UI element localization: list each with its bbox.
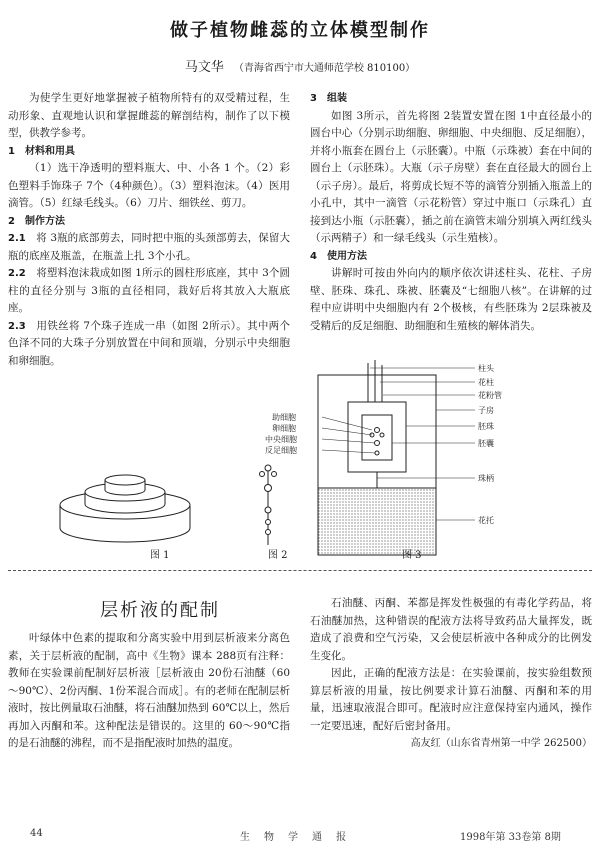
label-pollen-tube: 花粉管 xyxy=(478,391,502,400)
label-egg: 卵细胞 xyxy=(272,424,296,433)
figure1-caption: 图 1 xyxy=(150,550,170,561)
author-affiliation: （青海省西宁市大通师范学校 810100） xyxy=(233,63,416,74)
section2-1-num: 2.1 xyxy=(8,233,26,244)
footer-page-number: 44 xyxy=(30,828,43,839)
section3-heading: 3 组装 xyxy=(310,93,347,104)
article2-paragraph3: 因此，正确的配液方法是：在实验课前，按实验组数预算层析液的用量，按比例要求计算石油醚、丙酮和苯的用量，迅速取液混合即可。配液时应注意保持室内通风，操作一定要迅速，配好后密封备用。 xyxy=(310,667,592,732)
article2-paragraph2: 石油醚、丙酮、苯都是挥发性极强的有毒化学药品，将石油醚加热，这种错误的配液方法将导致药品大量挥发，既造成了浪费和空气污染，又会使层析液中各种成分的比例发生变化。 xyxy=(310,597,592,662)
label-ovary: 子房 xyxy=(478,406,494,415)
intro-paragraph: 为使学生更好地掌握被子植物所特有的双受精过程，生动形象、直观地认识和掌握雌蕊的解剖结构，制作了以下模型，供教学参考。 xyxy=(8,92,290,139)
section2-3-num: 2.3 xyxy=(8,320,26,332)
figure3-assembled-model xyxy=(318,360,436,555)
article-title: 做子植物雌蕊的立体模型制作 xyxy=(170,20,430,41)
section2-2-num: 2.2 xyxy=(8,268,26,279)
article2-left-column xyxy=(8,630,290,753)
article2-right-column xyxy=(310,595,592,753)
section1-heading: 1 材料和用具 xyxy=(8,145,75,157)
label-ovule: 胚珠 xyxy=(478,422,494,431)
article-divider xyxy=(8,570,592,571)
section2-heading: 2 制作方法 xyxy=(8,215,65,227)
label-stigma: 柱头 xyxy=(478,364,494,373)
section4-body: 讲解时可按由外向内的顺序依次讲述柱头、花柱、子房壁、胚珠、珠孔、珠被、胚囊及“七细胞八核”。在讲解的过程中应讲明中央细胞内有 2个极核，有些胚珠为 2层珠被及受精后的反足细胞、助细胞和生殖核的解体消失。 xyxy=(310,267,592,332)
section2-3-text: 用铁丝将 7个珠子连成一串（如图 2所示）。其中两个色泽不同的大珠子分别放置在中间和顶端，分别示中央细胞和卵细胞。 xyxy=(8,319,290,367)
author-line xyxy=(0,56,600,75)
section2-2 xyxy=(8,265,290,318)
label-embryo-sac: 胚囊 xyxy=(478,439,494,448)
figures-area xyxy=(0,360,600,560)
article1-left-column xyxy=(8,90,290,370)
article2-title: 层析液的配制 xyxy=(100,600,220,621)
footer-journal: 生 物 学 通 报 xyxy=(240,832,348,843)
label-synergid: 助细胞 xyxy=(272,413,296,422)
article1-right-column xyxy=(310,90,592,335)
article2-signature: 高友红（山东省青州第一中学 262500） xyxy=(410,738,592,749)
section2-1 xyxy=(8,230,290,265)
author-name: 马文华 xyxy=(184,60,224,75)
section4-heading: 4 使用方法 xyxy=(310,250,367,262)
section1-body: （1）选干净透明的塑料瓶大、中、小各 1 个。（2）彩色塑料手饰珠子 7个（4种颜色）。（3）塑料泡沫。（4）医用滴管。（5）红绿毛线头。（6）刀片、细铁丝、剪刀。 xyxy=(8,162,290,209)
label-antipodal: 反足细胞 xyxy=(265,446,297,455)
label-central-cell: 中央细胞 xyxy=(265,435,297,444)
footer-issue: 1998年第 33卷第 8期 xyxy=(460,832,561,843)
section2-2-text: 将塑料泡沫栽成如图 1所示的圆柱形底座，其中 3个圆柱的直径分别与 3瓶的直径相同，栽好后将其放入大瓶底座。 xyxy=(8,267,290,314)
label-style: 花柱 xyxy=(478,378,494,387)
figure2-bead-string xyxy=(260,465,277,545)
section3-body: 如图 3所示，首先将图 2装置安置在图 1中直径最小的圆台中心（分别示助细胞、卵细胞、中央细胞、反足细胞），并将小瓶套在圆台上（示胚囊）。中瓶（示珠被）套在中间的圆台上（示胚珠）。大瓶（示子房壁）套在直径最大的圆台上（示子房）。最后，将剪成长短不等的滴管分别插入瓶盖上的小孔中，其中一滴管（示花粉管）穿过中瓶口（示珠孔）直接到达小瓶（示胚囊），插之前在滴管末端分别填入两红线头（示两精子）和一绿毛线头（示生殖核）。 xyxy=(310,109,592,244)
figure1-base-model xyxy=(60,475,190,542)
figure2-caption: 图 2 xyxy=(268,550,288,561)
label-funicle: 珠柄 xyxy=(478,474,494,483)
figure3-caption: 图 3 xyxy=(402,550,422,561)
label-receptacle: 花托 xyxy=(478,516,494,525)
section2-1-text: 将 3瓶的底部剪去，同时把中瓶的头颈部剪去，保留大瓶的底座及瓶盖，在瓶盖上扎 3个小孔。 xyxy=(8,232,290,262)
article2-paragraph1: 叶绿体中色素的提取和分离实验中用到层析液来分离色素，关于层析液的配制，高中《生物》课本 288页有注释：教师在实验课前配制好层析液［层析液由 20份石油醚（60～90℃）、2份丙酮、1份苯混合而成］。有的老师在配制层析液时，按比例量取石油醚，将石油醚加热到 60℃以上，然后再加入丙酮和苯。这种配法是错误的。这里的 60～90℃指的是石油醚的沸程，而不是指配液时加热的温度。 xyxy=(8,632,290,749)
